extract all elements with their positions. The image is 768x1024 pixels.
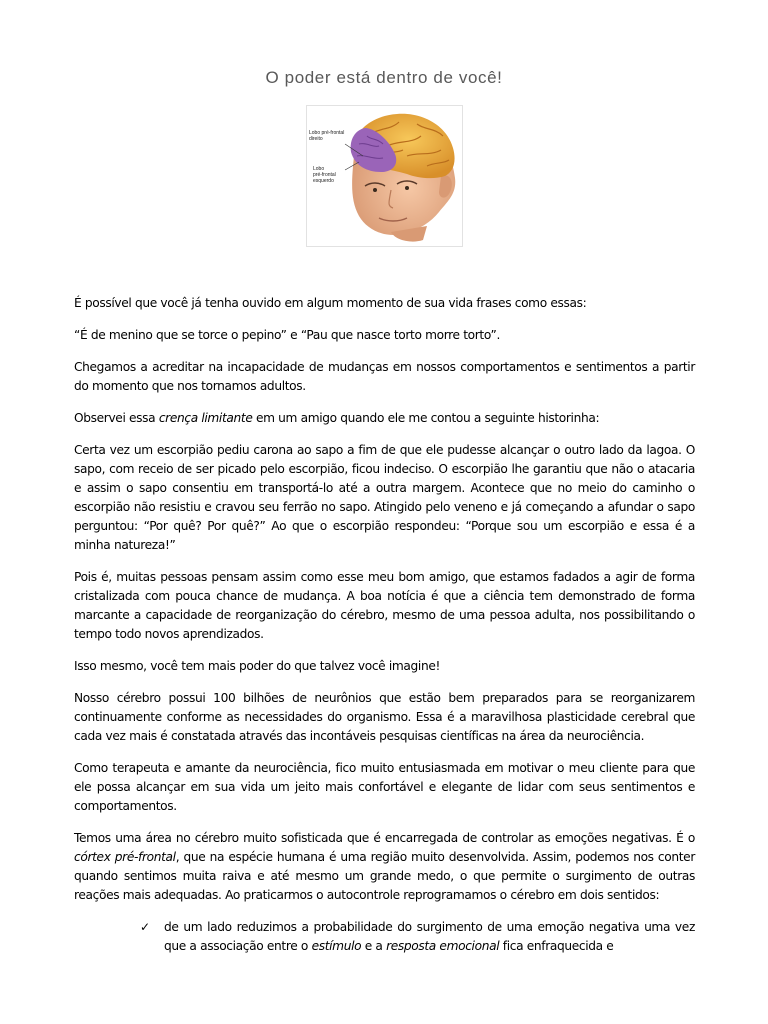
paragraph-3: Chegamos a acreditar na incapacidade de mudanças em nossos comportamentos e sentimentos a partir do momento que nos tornamos adultos. <box>74 360 695 393</box>
paragraph-6: Pois é, muitas pessoas pensam assim como esse meu bom amigo, que estamos fadados a agir de forma cristalizada com pouca chance de mudança. A boa notícia é que a ciência tem demonstrado de forma marcante a capacidade de reorganização do cérebro, mesmo de uma pessoa adulta, nos possibilitando o tempo todo novos aprendizados. <box>74 570 695 641</box>
paragraph-9: Como terapeuta e amante da neurociência, fico muito entusiasmada em motivar o meu cliente para que ele possa alcançar em sua vida um jeito mais confortável e elegante de lidar com seus sentimentos e comportamentos. <box>74 761 695 813</box>
emphasis-cortex: córtex pré-frontal <box>74 850 176 864</box>
emphasis-resposta: resposta emocional <box>386 939 500 953</box>
paragraph-2: “É de menino que se torce o pepino” e “Pau que nasce torto morre torto”. <box>74 328 501 342</box>
paragraph-5: Certa vez um escorpião pediu carona ao sapo a fim de que ele pudesse alcançar o outro lado da lagoa. O sapo, com receio de ser picado pelo escorpião, ficou indeciso. O escorpião lhe garantiu que não o atacaria e assim o sapo consentiu em transportá-lo até a outra margem. Acontece que no meio do caminho o escorpião não resistiu e cravou seu ferrão no sapo. Atingido pelo veneno e já começando a afundar o sapo perguntou: “Por quê? Por quê?” Ao que o escorpião respondeu: “Porque sou um escorpião e essa é a minha natureza!” <box>74 443 695 552</box>
paragraph-8: Nosso cérebro possui 100 bilhões de neurônios que estão bem preparados para se reorganizarem continuamente conforme as necessidades do organismo. Essa é a maravilhosa plasticidade cerebral que cada vez mais é constatada através das incontáveis pesquisas científicas na área da neurociência. <box>74 691 695 743</box>
label-right-lobe: Lobo pré-frontal direito <box>309 130 345 142</box>
paragraph-1: É possível que você já tenha ouvido em algum momento de sua vida frases como essas: <box>74 296 587 310</box>
emphasis-crenca: crença limitante <box>158 411 253 425</box>
paragraph-4: Observei essa crença limitante em um amigo quando ele me contou a seguinte historinha: <box>74 411 600 425</box>
paragraph-7: Isso mesmo, você tem mais poder do que talvez você imagine! <box>74 659 441 673</box>
emphasis-estimulo: estímulo <box>311 939 362 953</box>
bullet-item: ✓ de um lado reduzimos a probabilidade do surgimento de uma emoção negativa uma vez que a associação entre o estímulo e a resposta emocional fica enfraquecida e <box>140 920 695 953</box>
paragraph-10: Temos uma área no cérebro muito sofisticada que é encarregada de controlar as emoções negativas. É o córtex pré-frontal, que na espécie humana é uma região muito desenvolvida. Assim, podemos nos conter quando sentimos muita raiva e até mesmo um grande medo, o que permite o surgimento de outras reações mais adequadas. Ao praticarmos o autocontrole reprogramamos o cérebro em dois sentidos: <box>74 831 695 902</box>
document-body <box>74 294 695 956</box>
label-left-lobe: Lobo pré-frontal esquerdo <box>313 166 336 184</box>
checkmark-icon: ✓ <box>140 920 150 934</box>
document-title: O poder está dentro de você! <box>265 68 503 87</box>
brain-figure <box>306 105 463 247</box>
